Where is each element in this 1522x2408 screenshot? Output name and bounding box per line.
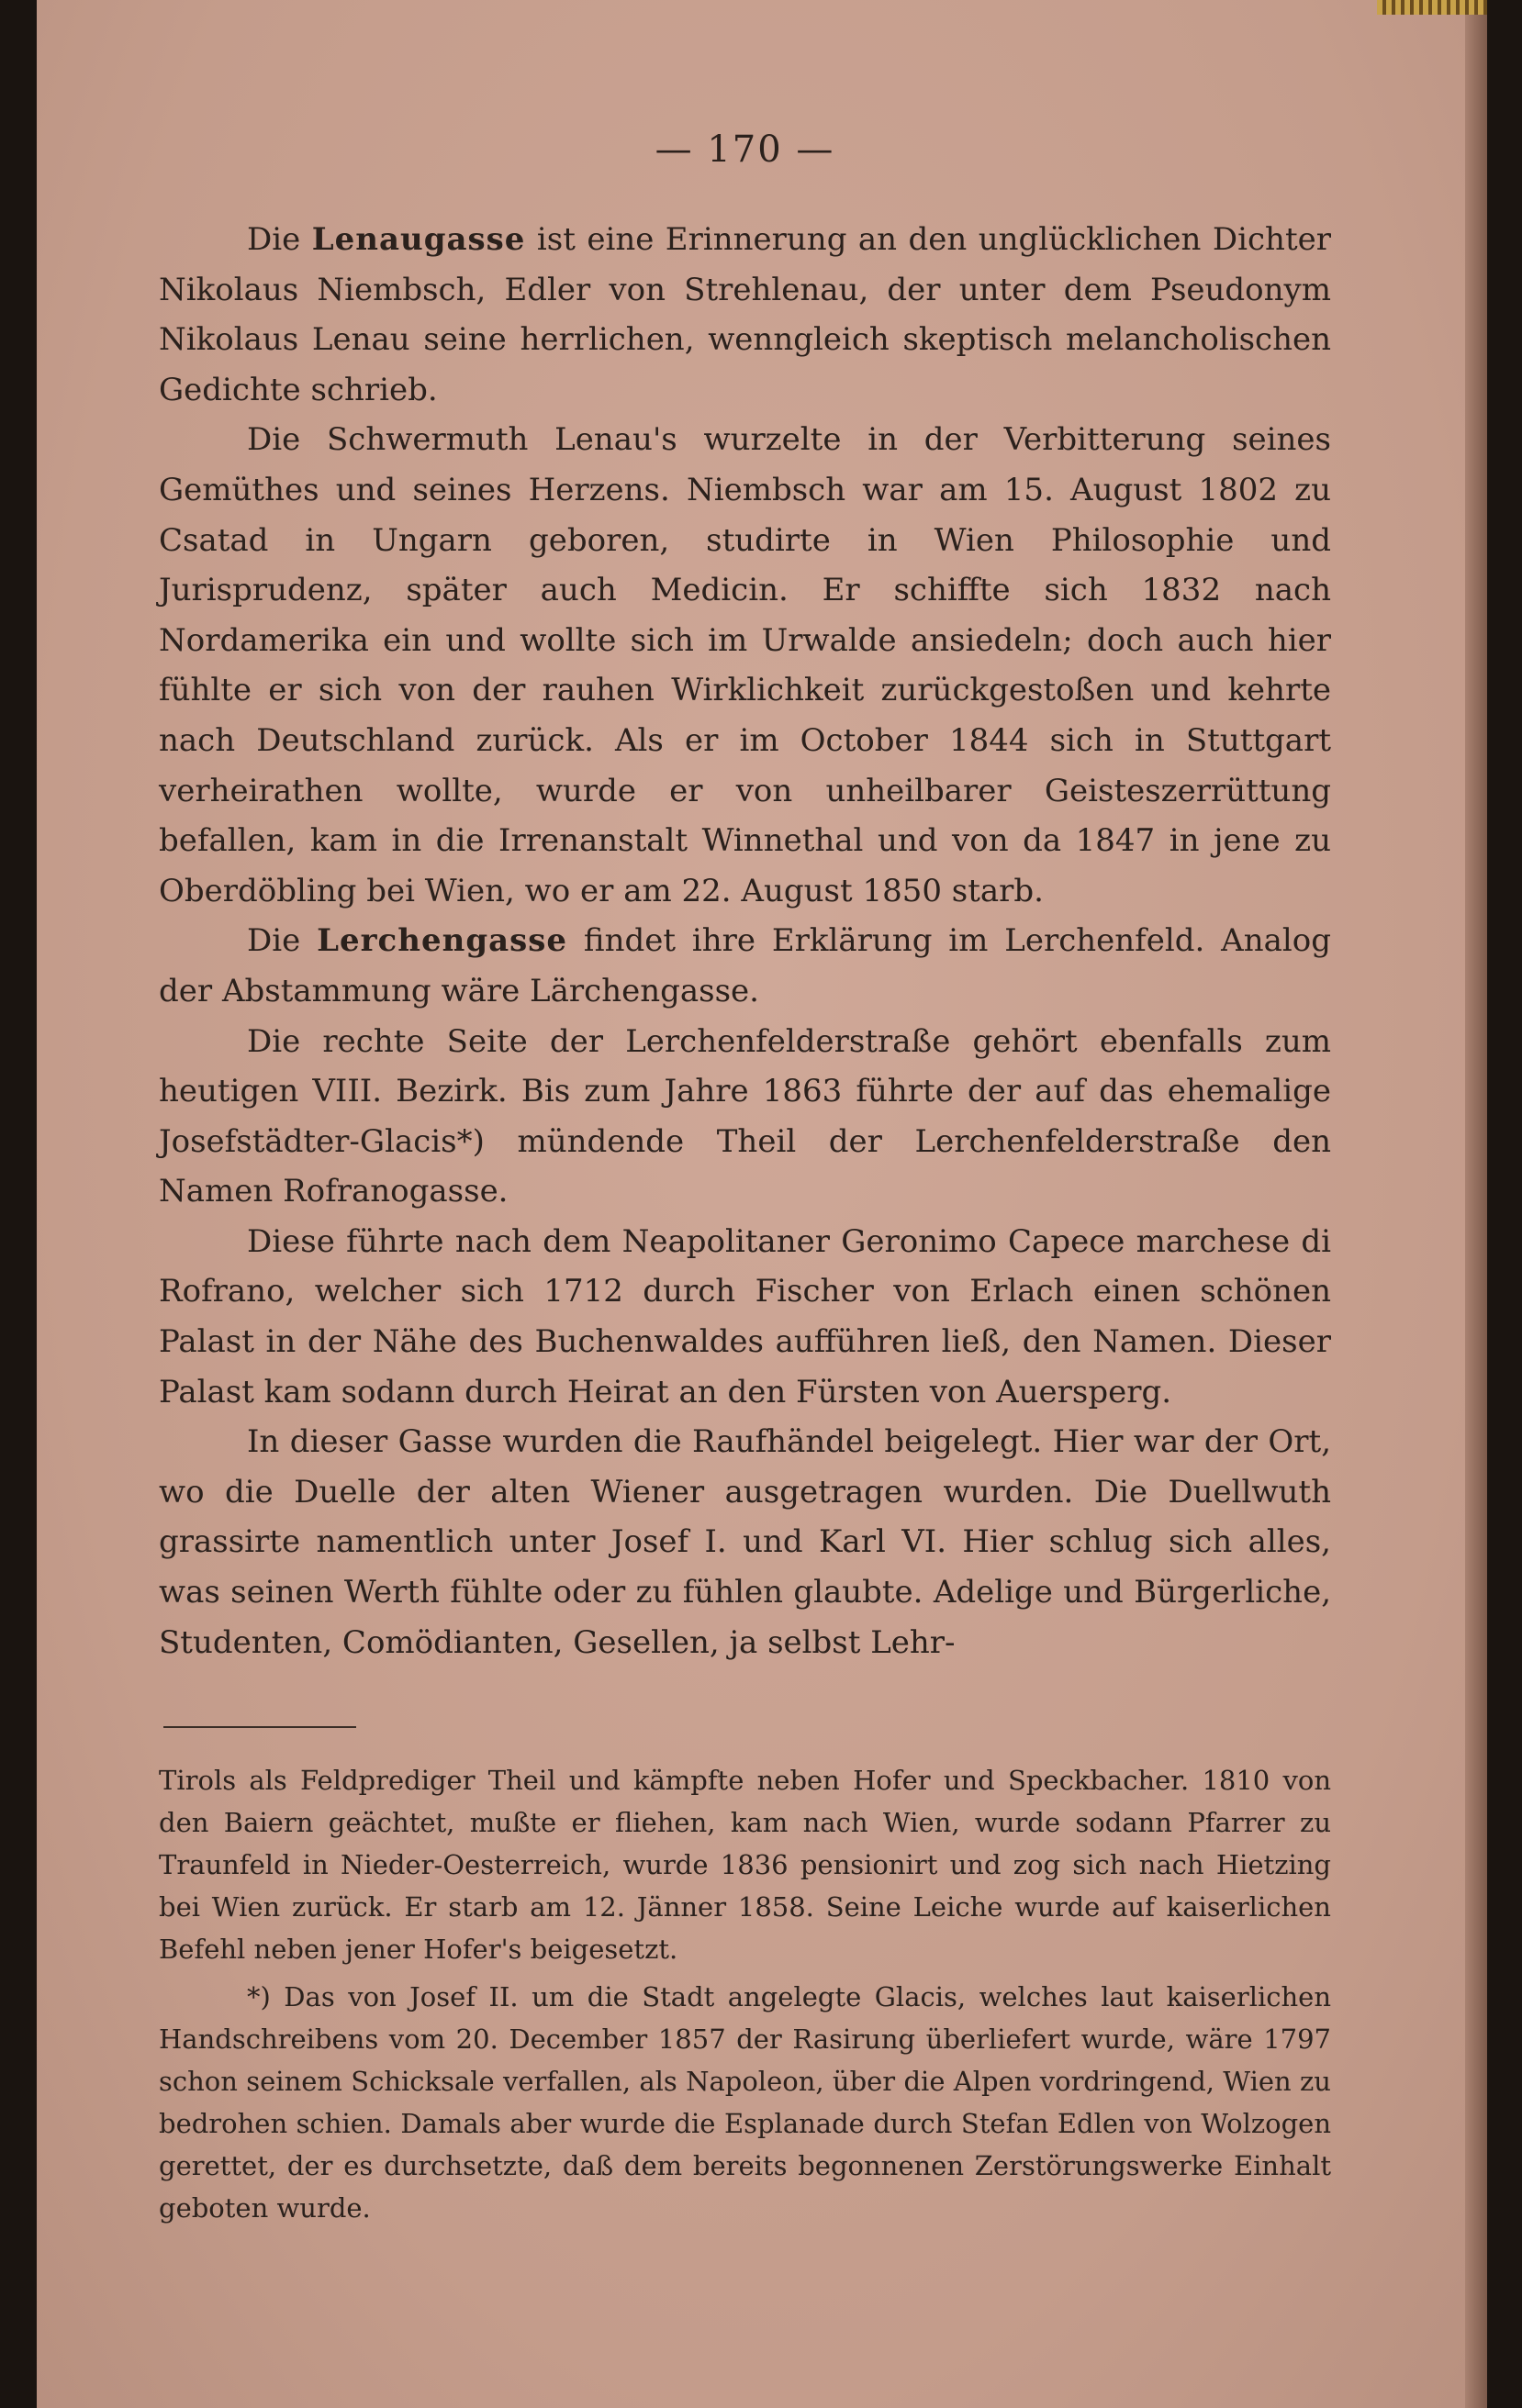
paragraph-rofrano: Diese führte nach dem Neapolitaner Geronimo Capece marchese di Rofrano, welcher sich 1712 durch Fischer von Erlach einen schönen Palast in der Nähe des Buchenwaldes aufführen ließ, den Namen. Dieser Palast kam sodann durch Heirat an den Fürsten von Auersperg. [159, 1222, 1331, 1410]
paragraph-lerchengasse-text: findet ihre Erklärung im Lerchenfeld. Analog der Abstammung wäre Lärchengasse. [159, 922, 1331, 1009]
paragraph-duels: In dieser Gasse wurden die Raufhändel beigelegt. Hier war der Ort, wo die Duelle der alten Wiener ausgetragen wurden. Die Duellwuth grassirte namentlich unter Josef I. und Karl VI. Hier schlug sich alles, was seinen Werth fühlte oder zu fühlen glaubte. Adelige und Bürgerliche, Studenten, Comödianten, Gesellen, ja selbst Lehr- [159, 1423, 1331, 1661]
footnote-glacis: *) Das von Josef II. um die Stadt angelegte Glacis, welches laut kaiserlichen Handschreibens vom 20. December 1857 der Rasirung überliefert wurde, wäre 1797 schon seinem Schicksale verfallen, als Napoleon, über die Alpen vordringend, Wien zu bedrohen schien. Damals aber wurde die Esplanade durch Stefan Edlen von Wolzogen gerettet, der es durchsetzte, daß dem bereits begonnenen Zerstörungswerke Einhalt geboten wurde. [159, 1981, 1331, 2224]
street-name-lenaugasse: Lenaugasse [311, 221, 526, 258]
book-spine [1465, 0, 1487, 2408]
paragraph-lenaugasse-text: ist eine Erinnerung an den unglücklichen Dichter Nikolaus Niembsch, Edler von Strehlenau, der unter dem Pseudonym Nikolaus Lenau seine herrlichen, wenngleich skeptisch melancholischen Gedichte schrieb. [159, 221, 1331, 408]
paragraph-lerchengasse [159, 916, 1331, 1016]
paragraph-lerchengasse-lead: Die [247, 922, 318, 960]
body-text [159, 215, 1331, 1667]
paragraph-lenaugasse-lead: Die [247, 221, 312, 258]
binding-thread [1377, 0, 1487, 15]
paragraph-lenaugasse [159, 215, 1331, 415]
paragraph-lerchenfelderstrasse: Die rechte Seite der Lerchenfelderstraße gehört ebenfalls zum heutigen VIII. Bezirk. Bis zum Jahre 1863 führte der auf das ehemalige Josefstädter-Glacis*) mündende Theil der Lerchenfelderstraße den Namen Rofranogasse. [159, 1022, 1331, 1210]
page-content [159, 128, 1331, 2229]
footnote-continued: Tirols als Feldprediger Theil und kämpfte neben Hofer und Speckbacher. 1810 von den Baiern geächtet, mußte er fliehen, kam nach Wien, wurde sodann Pfarrer zu Traunfeld in Nieder-Oesterreich, wurde 1836 pensionirt und zog sich nach Hietzing bei Wien zurück. Er starb am 12. Jänner 1858. Seine Leiche wurde auf kaiserlichen Befehl neben jener Hofer's beigesetzt. [159, 1765, 1331, 1966]
footnotes [159, 1759, 1331, 2229]
paragraph-lenau-biography: Die Schwermuth Lenau's wurzelte in der Verbitterung seines Gemüthes und seines Herzens. Niembsch war am 15. August 1802 zu Csatad in Ungarn geboren, studirte in Wien Philosophie und Jurisprudenz, später auch Medicin. Er schiffte sich 1832 nach Nordamerika ein und wollte sich im Urwalde ansiedeln; doch auch hier fühlte er sich von der rauhen Wirklichkeit zurückgestoßen und kehrte nach Deutschland zurück. Als er im October 1844 sich in Stuttgart verheirathen wollte, wurde er von unheilbarer Geisteszerrüttung befallen, kam in die Irrenanstalt Winnethal und von da 1847 in jene zu Oberdöbling bei Wien, wo er am 22. August 1850 starb. [159, 421, 1331, 909]
book-page [37, 0, 1487, 2408]
street-name-lerchengasse: Lerchengasse [317, 922, 568, 960]
page-number: — 170 — [655, 128, 835, 171]
footnote-rule [163, 1726, 356, 1728]
